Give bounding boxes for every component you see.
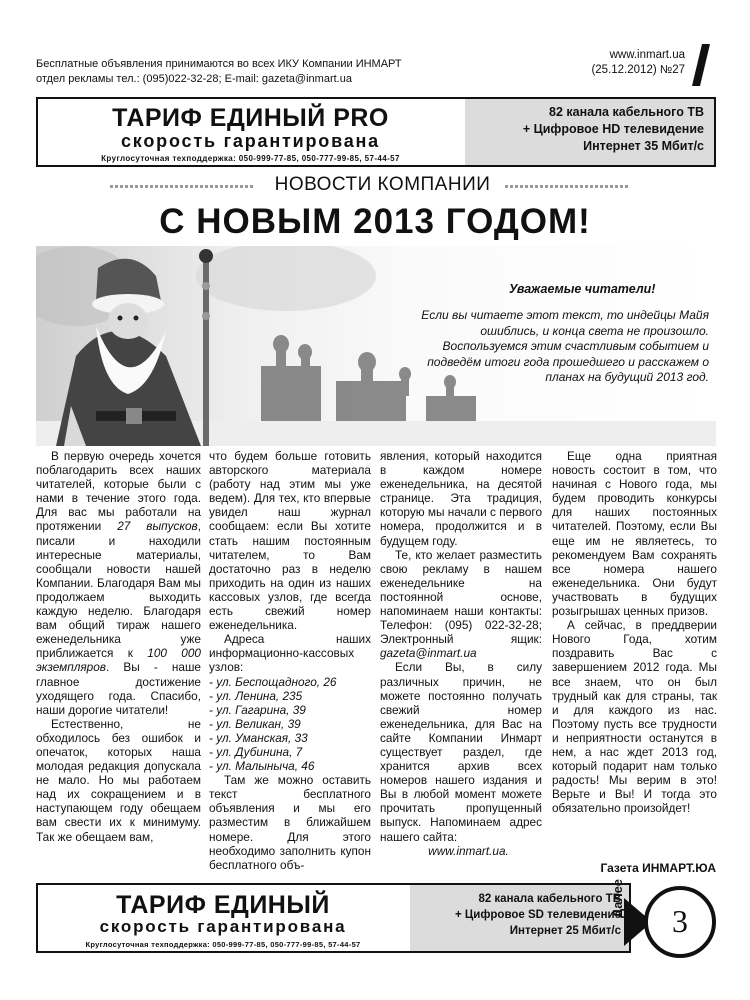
tariff-basic-left [38,885,408,951]
address-item: - ул. Уманская, 33 [209,730,308,745]
tariff-basic-features [410,885,629,951]
address-item: - ул. Великан, 39 [209,716,301,731]
email-link[interactable]: gazeta@inmart.ua [380,646,477,661]
section-rule-left [110,185,255,188]
column1-paragraph-1: В первую очередь хочется поблагодарить всех наших читателей, которые были с нами в течение этого года. Для вас мы работали на протяжении 27 выпусков, писали и находили интересные материалы, сообщали новости нашей Компании. Благодаря Вам мы продолжаем выходить каждую неделю. Благодаря вам общий тираж нашего еженедельника уже приближается к 100 000 экземпляров. Вы - наше главное достижение уходящего года. Спасибо, наши дорогие читатели! [36,449,201,717]
advert-info [36,57,402,87]
address-item: - ул. Малыныча, 46 [209,759,315,774]
column2-paragraph-2: Адреса наших информационно-кассовых узлов: [209,632,371,675]
address-item: - ул. Гагарина, 39 [209,702,306,717]
column2-paragraph-1: что будем больше готовить авторского материала (работу над этим мы уже ведем). Для тех, кто впервые увидел наш журнал сообщаем: если Вы хотите стать нашим постоянным читателем, то Вам достаточно раз в неделю приходить на один из наших кассовых узлов, где всегда есть свежий номер еженедельника. [209,449,371,633]
tariff-pro-title: ТАРИФ ЕДИНЫЙ PRO [112,104,389,132]
article-column-1 [36,449,201,844]
section-header [110,174,630,196]
tariff-pro-support: Круглосуточная техподдержка: 050-999-77-85, 050-777-99-85, 57-44-57 [101,154,400,163]
column3-paragraph-2: Те, кто желает разместить свою рекламу в нашем еженедельнике на постоянной основе, напоминаем наши контакты: Телефон: (095) 022-32-28; Электронный ящик: gazeta@inmart.ua [380,547,542,661]
column1-paragraph-2: Естественно, не обходилось без ошибок и опечаток, которых наша молодая редакция допускала не мало. Но мы работаем над их сокращением и в наступающем году обещаем вам свести их к минимуму. Так же обещаем вам, [36,716,201,844]
tariff-basic-ad[interactable] [36,883,631,953]
feature-line-1: 82 канала кабельного ТВ [478,893,621,905]
page-headline: С НОВЫМ 2013 ГОДОМ! [159,202,591,241]
tariff-basic-title: ТАРИФ ЕДИНЫЙ [116,891,330,919]
feature-line-1: 82 канала кабельного ТВ [549,105,704,119]
hero-greeting: Уважаемые читатели! [509,282,656,296]
tariff-pro-left [38,99,463,165]
address-item: - ул. Ленина, 235 [209,688,303,703]
site-url[interactable]: www.inmart.ua. [428,843,509,858]
column2-paragraph-3: Там же можно оставить текст бесплатного объявления и мы его разместим в ближайшем номере. Для этого необходимо заполнить купон бесплатного объ- [209,773,371,872]
tariff-basic-support: Круглосуточная техподдержка: 050-999-77-85, 050-777-99-85, 57-44-57 [85,940,361,949]
feature-line-2: + Цифровое SD телевидение [454,909,621,921]
address-item: - ул. Беспощадного, 26 [209,674,337,689]
column4-paragraph-1: Еще одна приятная новость состоит в том, что начиная с Нового года, мы будем проводить конкурсы для наших постоянных читателей. Поэтому, если Вы еще им не являетесь, то рекомендуем Вам сохранять все номера нашего еженедельника. Они будут участвовать в будущих розыгрышах ценных призов. [552,449,717,619]
page-number: 3 [644,886,716,958]
tariff-pro-subtitle: скорость гарантирована [120,131,380,151]
section-title: НОВОСТИ КОМПАНИИ [274,174,491,195]
issue-info [591,48,685,78]
tariff-pro-features [465,99,714,165]
tariff-pro-ad[interactable] [36,97,716,167]
feature-line-2: + Цифровое HD телевидение [522,122,704,136]
column3-paragraph-1: явления, который находится в каждом номере еженедельника, на десятой странице. Эта традиция, которую мы начали с первого номера, продолжится и в будущем году. [380,449,543,548]
feature-line-3: Интернет 35 Мбит/с [583,139,704,153]
hero-image [36,246,716,446]
header-slash-decoration [692,44,710,86]
feature-line-3: Интернет 25 Мбит/с [509,925,621,937]
next-page-label[interactable]: Далее [610,878,625,918]
column4-paragraph-2: А сейчас, в преддверии Нового Года, хотим поздравить Вас с завершением 2012 года. Мы все знаем, что он был трудный как для страны, так и для каждого из нас. Поэтому пусть все трудности и неприятности останутся в нем, а нас ждет 2013 год, который подарит нам только радость! Мы верим в это! Верьте и Вы! И тогда это обязательно произойдет! [552,618,717,816]
article-signature: Газета ИНМАРТ.ЮА [600,861,716,875]
article-column-2 [209,449,371,872]
site-link[interactable]: www.inmart.ua [609,49,685,61]
issue-number: (25.12.2012) №27 [591,64,685,76]
article-column-3 [380,449,542,858]
info-line-1: Бесплатные объявления принимаются во всех ИКУ Компании ИНМАРТ [36,58,402,70]
address-item: - ул. Дубинина, 7 [209,744,303,759]
hero-intro-text: Если вы читаете этот текст, то индейцы Майя ошиблись, и конца света не произошло. Воспользуемся этим счастливым событием и подведём итоги года прошедшего и расскажем о планах на будущий 2013 год. [421,308,709,384]
article-column-4 [552,449,717,815]
section-rule-right [505,185,630,188]
tariff-basic-subtitle: скорость гарантирована [99,917,347,936]
info-line-2: отдел рекламы тел.: (095)022-32-28; E-mail: gazeta@inmart.ua [36,73,352,85]
column3-paragraph-3: Если Вы, в силу различных причин, не можете постоянно получать свежий номер еженедельника, для Вас на сайте Компании Инмарт существует раздел, где хранится архив всех номеров нашего издания и Вы в любой момент можете прочитать пропущенный выпуск. Напоминаем адрес нашего сайта: [380,660,542,844]
